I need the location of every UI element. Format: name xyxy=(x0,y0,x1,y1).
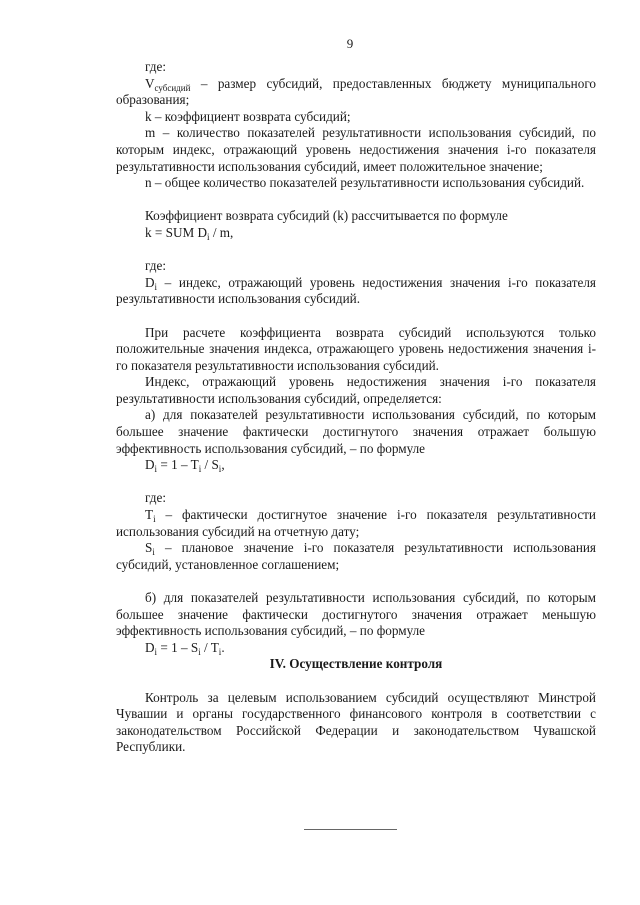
k-formula-subscript: i xyxy=(207,231,210,242)
where-label-2: где: xyxy=(145,258,166,274)
formula-b-sub-2: i xyxy=(198,646,201,657)
formula-b-s: = 1 – S xyxy=(157,639,199,655)
k-formula-part-a: k = SUM D xyxy=(145,224,208,240)
formula-b-end: . xyxy=(221,639,225,655)
paragraph-index: Индекс, отражающий уровень недостижения значения i-го показателя результативности использования субсидий, определяется: xyxy=(116,374,596,406)
paragraph-calculation: При расчете коэффициента возврата субсидий используются только положительные значения индекса, отражающего уровень недостижения значения i-го показателя результативности использования субсидий. xyxy=(116,324,596,373)
si-symbol: S xyxy=(145,540,153,556)
section-heading: IV. Осуществление контроля xyxy=(269,656,443,672)
v-description: – размер субсидий, предоставленных бюджету муниципального образования; xyxy=(116,75,596,108)
formula-case-a xyxy=(116,457,596,474)
paragraph-case-b: б) для показателей результативности использования субсидий, по которым большее значение фактически достигнутого значения отражает меньшую эффективность использования субсидий, – по формуле xyxy=(116,590,596,639)
formula-a-sub-1: i xyxy=(154,464,158,475)
formula-a-s: / S xyxy=(201,457,219,473)
ti-subscript: i xyxy=(153,514,156,525)
k-formula-part-b: / m, xyxy=(209,224,234,240)
formula-a-end: , xyxy=(221,457,225,473)
si-description: – плановое значение i-го показателя результативности использования субсидий, установленное соглашением; xyxy=(116,540,596,572)
paragraph-control: Контроль за целевым использованием субсидий осуществляют Минстрой Чувашии и органы государственного финансового контроля в соответствии с законодательством Российской Федерации и законодательством Чувашской Республики. xyxy=(116,689,596,755)
ti-symbol: T xyxy=(145,507,154,523)
formula-b-sub-3: i xyxy=(218,646,222,657)
formula-case-b xyxy=(116,640,596,657)
where-label-1: где: xyxy=(145,59,166,74)
di-symbol: D xyxy=(145,274,155,290)
definition-ti xyxy=(116,507,596,540)
si-subscript: i xyxy=(152,547,155,558)
k-formula-intro: Коэффициент возврата субсидий (k) рассчитывается по формуле xyxy=(145,208,508,224)
formula-a-sub-3: i xyxy=(218,464,222,475)
k-formula xyxy=(116,225,596,242)
di-description: – индекс, отражающий уровень недостижения значения i-го показателя результативности использования субсидий. xyxy=(116,274,596,307)
formula-b-t: / T xyxy=(200,639,219,655)
where-label-3: где: xyxy=(145,490,166,506)
paragraph-case-a: а) для показателей результативности использования субсидий, по которым большее значение фактически достигнутого значения отражает большую эффективность использования субсидий, – по формуле xyxy=(116,407,596,456)
definition-v-subsidies xyxy=(116,76,596,109)
definition-m: m – количество показателей результативности использования субсидий, по которым индекс, отражающий уровень недостижения значения i-го показателя результативности использования субсидий, имеет положительное значение; xyxy=(116,125,596,174)
end-separator-line xyxy=(304,829,397,830)
ti-description: – фактически достигнутое значение i-го показателя результативности использования субсидий на отчетную дату; xyxy=(116,507,596,539)
formula-b-sub-1: i xyxy=(154,646,158,657)
definition-k: k – коэффициент возврата субсидий; xyxy=(145,108,351,124)
document-body xyxy=(116,59,596,756)
definition-n: n – общее количество показателей результативности использования субсидий. xyxy=(145,175,585,191)
definition-si xyxy=(116,540,596,573)
formula-a-t: = 1 – T xyxy=(157,457,199,473)
v-symbol: V xyxy=(145,75,155,91)
v-subscript: субсидий xyxy=(154,82,191,93)
di-subscript: i xyxy=(154,281,158,292)
definition-di xyxy=(116,275,596,308)
formula-b-d: D xyxy=(145,639,155,655)
page-number: 9 xyxy=(346,36,354,51)
formula-a-sub-2: i xyxy=(198,464,202,475)
formula-a-d: D xyxy=(145,457,155,473)
